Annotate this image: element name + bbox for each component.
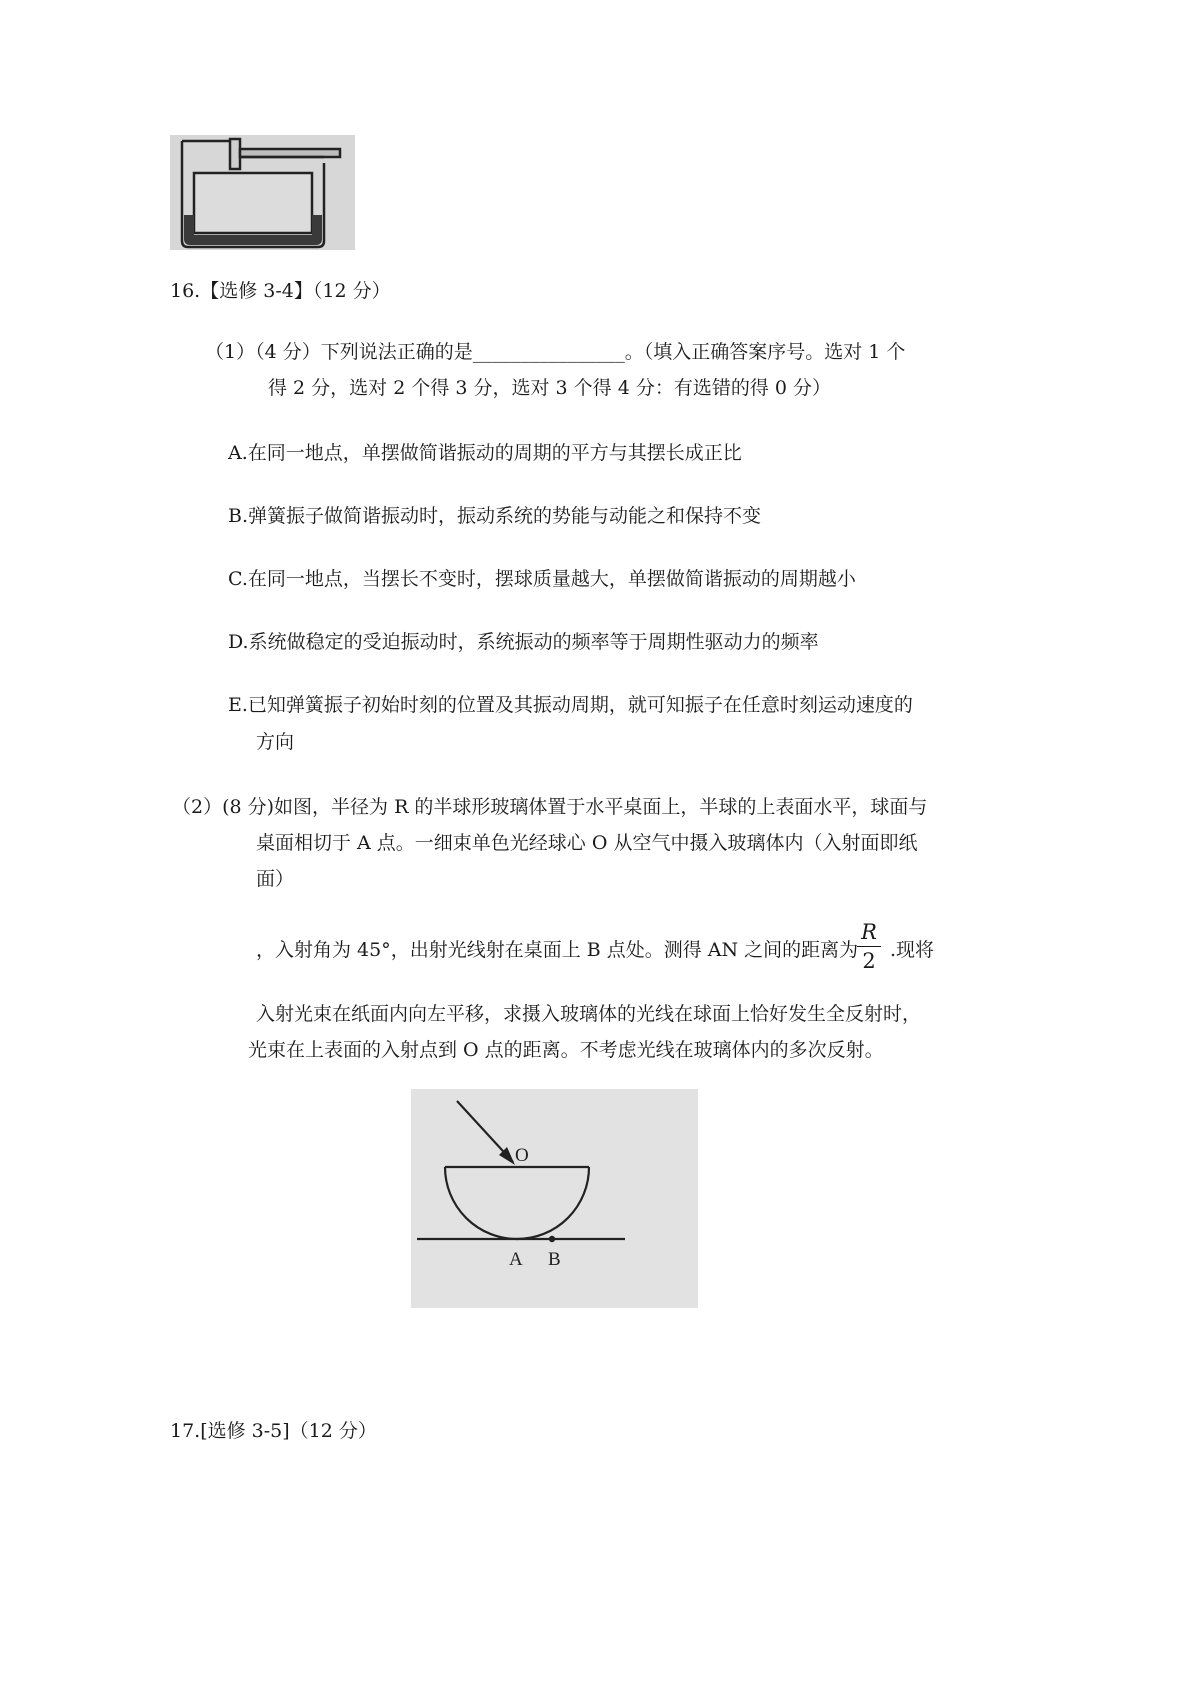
q16-part2-line3: 面） xyxy=(256,868,295,890)
q17-title: 17.[选修 3-5]（12 分） xyxy=(170,1420,377,1442)
q16-part2-line6: 光束在上表面的入射点到 O 点的距离。不考虑光线在玻璃体内的多次反射。 xyxy=(248,1039,884,1061)
fraction-r-over-2 xyxy=(857,920,881,973)
line4-before: ，入射角为 45°，出射光线射在桌面上 B 点处。测得 AN 之间的距离为 xyxy=(256,939,859,961)
label-b: B xyxy=(548,1249,561,1270)
hemisphere-figure xyxy=(411,1089,698,1308)
option-b: B.弹簧振子做简谐振动时，振动系统的势能与动能之和保持不变 xyxy=(228,505,762,527)
q16-part1-line1: （1）（4 分）下列说法正确的是________________。（填入正确答案序号。选对 1 个 xyxy=(205,341,906,363)
q16-part2-line5: 入射光束在纸面内向左平移，求摄入玻璃体的光线在球面上恰好发生全反射时， xyxy=(256,1003,922,1025)
q16-part2-line1: （2）(8 分)如图，半径为 R 的半球形玻璃体置于水平桌面上，半球的上表面水平，球面与 xyxy=(172,796,928,818)
fraction-denominator: 2 xyxy=(862,949,876,973)
label-o: O xyxy=(515,1145,529,1166)
q16-title: 16.【选修 3-4】（12 分） xyxy=(170,280,391,302)
option-a: A.在同一地点，单摆做简谐振动的周期的平方与其摆长成正比 xyxy=(228,442,742,464)
option-d: D.系统做稳定的受迫振动时，系统振动的频率等于周期性驱动力的频率 xyxy=(228,631,819,653)
container-figure xyxy=(170,135,355,250)
q16-part1-line2: 得 2 分，选对 2 个得 3 分，选对 3 个得 4 分：有选错的得 0 分） xyxy=(268,377,832,399)
q16-part2-line2: 桌面相切于 A 点。一细束单色光经球心 O 从空气中摄入玻璃体内（入射面即纸 xyxy=(256,832,918,854)
fraction-numerator: R xyxy=(861,920,877,944)
option-e: E.已知弹簧振子初始时刻的位置及其振动周期，就可知振子在任意时刻运动速度的 xyxy=(228,694,913,716)
option-c: C.在同一地点，当摆长不变时，摆球质量越大，单摆做简谐振动的周期越小 xyxy=(228,568,856,590)
fraction-bar xyxy=(857,946,881,947)
label-a: A xyxy=(509,1249,523,1270)
q16-part2-line4 xyxy=(256,937,858,963)
option-e-continued: 方向 xyxy=(256,731,295,753)
line4-after: .现将 xyxy=(890,939,935,961)
point-b-icon xyxy=(549,1236,555,1242)
